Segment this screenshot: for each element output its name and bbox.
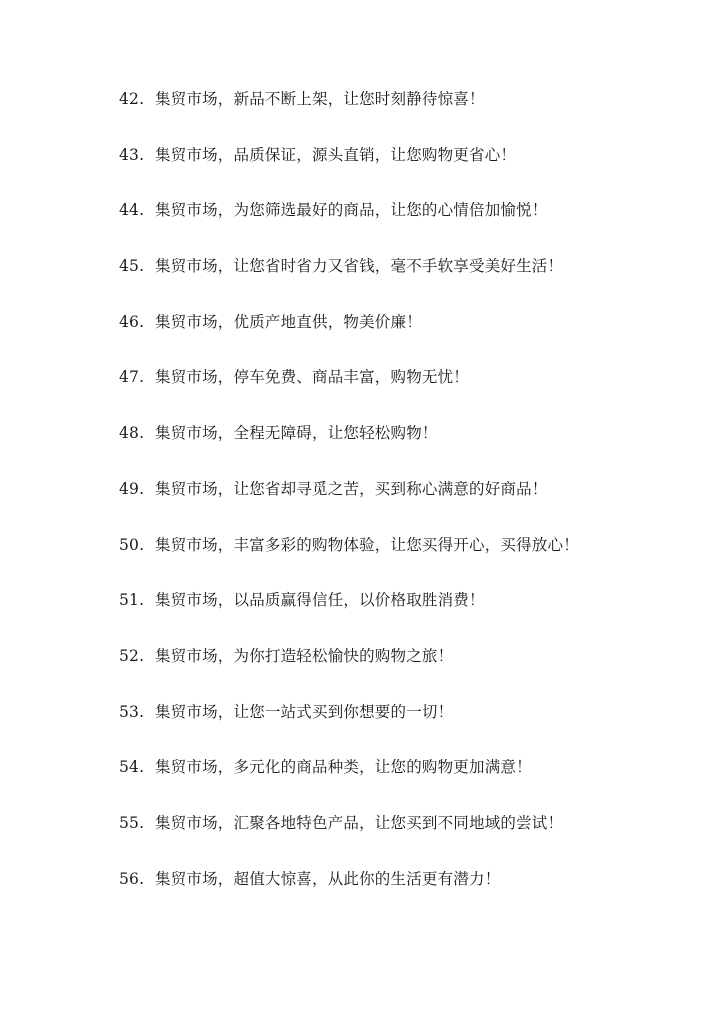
list-item: [119, 198, 579, 254]
item-number: 53.: [119, 702, 145, 721]
item-text: 集贸市场，让您一站式买到你想要的一切！: [155, 702, 454, 721]
item-number: 51.: [119, 591, 145, 610]
item-number: 46.: [119, 312, 145, 331]
item-number: 52.: [119, 646, 145, 665]
slogan-list: [119, 87, 579, 922]
item-text: 集贸市场，超值大惊喜，从此你的生活更有潜力！: [155, 869, 501, 888]
list-item: [119, 477, 579, 533]
item-number: 50.: [119, 535, 145, 554]
list-item: [119, 700, 579, 756]
item-text: 集贸市场，丰富多彩的购物体验，让您买得开心，买得放心！: [155, 535, 579, 554]
list-item: [119, 811, 579, 867]
item-text: 集贸市场，汇聚各地特色产品，让您买到不同地域的尝试！: [155, 813, 564, 832]
item-text: 集贸市场，优质产地直供，物美价廉！: [155, 312, 422, 331]
item-number: 49.: [119, 479, 145, 498]
list-item: [119, 867, 579, 923]
item-number: 47.: [119, 368, 145, 387]
item-number: 44.: [119, 201, 145, 220]
item-text: 集贸市场，让您省却寻觅之苦，买到称心满意的好商品！: [155, 479, 548, 498]
list-item: [119, 254, 579, 310]
list-item: [119, 533, 579, 589]
item-text: 集贸市场，多元化的商品种类，让您的购物更加满意！: [155, 758, 532, 777]
item-text: 集贸市场，以品质赢得信任，以价格取胜消费！: [155, 591, 485, 610]
item-number: 56.: [119, 869, 145, 888]
item-text: 集贸市场，停车免费、商品丰富，购物无忧！: [155, 368, 470, 387]
item-text: 集贸市场，新品不断上架，让您时刻静待惊喜！: [155, 90, 485, 108]
list-item: [119, 365, 579, 421]
item-text: 集贸市场，让您省时省力又省钱，毫不手软享受美好生活！: [155, 257, 564, 276]
item-number: 48.: [119, 424, 145, 443]
item-text: 集贸市场，为你打造轻松愉快的购物之旅！: [155, 646, 454, 665]
item-number: 55.: [119, 813, 145, 832]
list-item: [119, 87, 579, 143]
list-item: [119, 143, 579, 199]
item-number: 42.: [119, 90, 145, 108]
item-text: 集贸市场，为您筛选最好的商品，让您的心情倍加愉悦！: [155, 201, 548, 220]
list-item: [119, 755, 579, 811]
list-item: [119, 421, 579, 477]
list-item: [119, 310, 579, 366]
item-text: 集贸市场，全程无障碍，让您轻松购物！: [155, 424, 438, 443]
item-number: 45.: [119, 257, 145, 276]
list-item: [119, 588, 579, 644]
item-number: 54.: [119, 758, 145, 777]
item-number: 43.: [119, 145, 145, 164]
item-text: 集贸市场，品质保证，源头直销，让您购物更省心！: [155, 145, 517, 164]
list-item: [119, 644, 579, 700]
